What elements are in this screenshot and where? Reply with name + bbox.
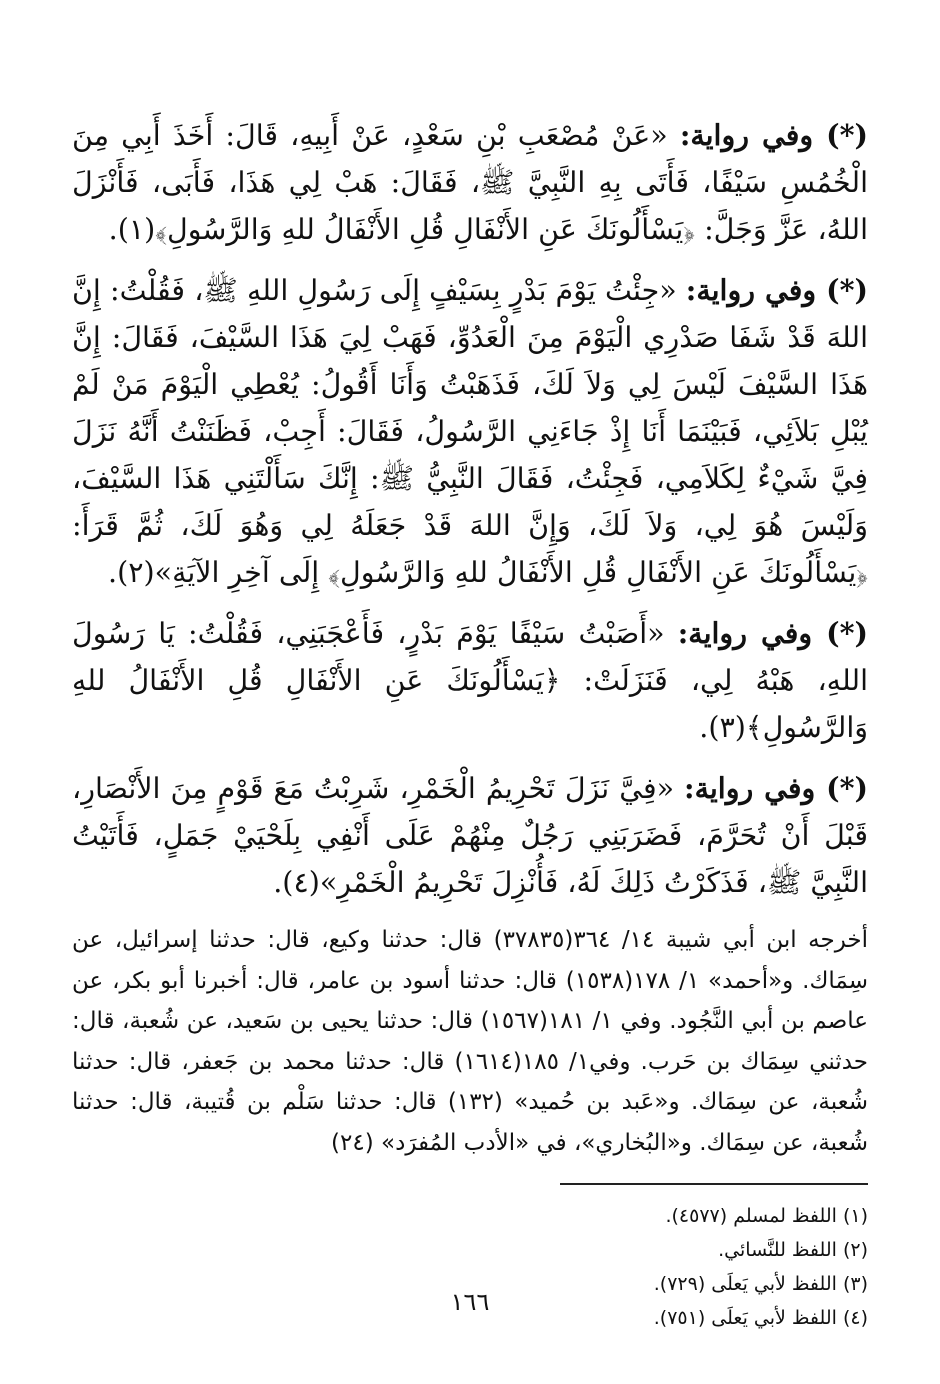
footnote-item: (٤) اللفظ لأبي يَعلَى (٧٥١). — [653, 1307, 868, 1329]
narration-paragraph — [72, 112, 868, 253]
takhrij-paragraph: أخرجه ابن أبي شيبة ١٤/ ٣٦٤(٣٧٨٣٥) قال: حدثنا وكيع، قال: حدثنا إسرائيل، عن سِمَاك. و«أحمد» ١/ ١٧٨(١٥٣٨) قال: حدثنا أسود بن عامر، قال: أخبرنا أبو بكر، عن عاصم بن أبي النَّجُود. وفي ١/ ١٨١(١٥٦٧) قال: حدثنا يحيى بن سَعيد، عن شُعبة، قال: حدثني سِمَاك بن حَرب. وفي١/ ١٨٥(١٦١٤) قال: حدثنا محمد بن جَعفر، قال: حدثنا شُعبة، عن سِمَاك. و«عَبد بن حُميد» (١٣٢) قال: حدثنا سَلْم بن قُتيبة، قال: حدثنا شُعبة، عن سِمَاك. و«البُخاري»، في «الأدب المُفرَد» (٢٤) — [72, 927, 869, 1156]
narration-paragraph — [72, 765, 868, 906]
page-number: ١٦٦ — [450, 1288, 490, 1316]
narration-paragraph — [72, 610, 868, 751]
narration-text: «جِئْتُ يَوْمَ بَدْرٍ بِسَيْفٍ إِلَى رَسُولِ اللهِ ﷺ، فَقُلْتُ: إِنَّ اللهَ قَدْ شَفَا صَدْرِي الْيَوْمَ مِنَ الْعَدُوِّ، فَهَبْ لِيَ هَذَا السَّيْفَ، فَقَالَ: إِنَّ هَذَا السَّيْفَ لَيْسَ لِي وَلاَ لَكَ، فَذَهَبْتُ وَأَنَا أَقُولُ: يُعْطِي الْيَوْمَ مَنْ لَمْ يُبْلِ بَلاَئِي، فَبَيْنَمَا أَنَا إِذْ جَاءَنِي الرَّسُولُ، فَقَالَ: أَجِبْ، فَظَنَنْتُ أَنَّهُ نَزَلَ فِيَّ شَيْءٌ لِكَلاَمِي، فَجِئْتُ، فَقَالَ النَّبِيُّ ﷺ: إِنَّكَ سَأَلْتَنِي هَذَا السَّيْفَ، وَلَيْسَ هُوَ لِي، وَلاَ لَكَ، وَإِنَّ اللهَ قَدْ جَعَلَهُ لِي وَهُوَ لَكَ، ثُمَّ قَرَأَ: ﴿يَسْأَلُونَكَ عَنِ الأَنْفَالِ قُلِ الأَنْفَالُ للهِ وَالرَّسُولِ﴾ إِلَى آخِرِ الآيَةِ»(٢). — [72, 274, 868, 589]
narration-text: «فِيَّ نَزَلَ تَحْرِيمُ الْخَمْرِ، شَرِبْتُ مَعَ قَوْمٍ مِنَ الأَنْصَارِ، قَبْلَ أَنْ تُحَرَّمَ، فَضَرَبَنِي رَجُلٌ مِنْهُمْ عَلَى أَنْفِي بِلَحْيَيْ جَمَلٍ، فَأَتَيْتُ النَّبِيَّ ﷺ، فَذَكَرْتُ ذَلِكَ لَهُ، فَأُنْزِلَ تَحْرِيمُ الْخَمْرِ»(٤). — [72, 772, 868, 899]
narration-lead: (*) وفي رواية: — [685, 273, 869, 307]
narration-lead: (*) وفي رواية: — [677, 616, 869, 650]
narration-text: «عَنْ مُصْعَبِ بْنِ سَعْدٍ، عَنْ أَبِيهِ، قَالَ: أَخَذَ أَبِي مِنَ الْخُمُسِ سَيْفًا، فَأَتَى بِهِ النَّبِيَّ ﷺ، فَقَالَ: هَبْ لِي هَذَا، فَأَبَى، فَأَنْزَلَ اللهُ، عَزَّ وَجَلَّ: ﴿يَسْأَلُونَكَ عَنِ الأَنْفَالِ قُلِ الأَنْفَالُ للهِ وَالرَّسُولِ﴾(١). — [72, 119, 868, 246]
footnote-item: (١) اللفظ لمسلم (٤٥٧٧). — [665, 1205, 868, 1227]
footnote-divider — [560, 1183, 868, 1185]
narration-lead: (*) وفي رواية: — [679, 118, 868, 152]
narration-paragraph — [72, 267, 868, 596]
footnote-item: (٢) اللفظ للنَّسائي. — [718, 1239, 868, 1261]
footnote-item: (٣) اللفظ لأبي يَعلَى (٧٢٩). — [653, 1273, 868, 1295]
narration-lead: (*) وفي رواية: — [684, 771, 868, 805]
narration-text: «أَصَبْتُ سَيْفًا يَوْمَ بَدْرٍ، فَأَعْجَبَنِي، فَقُلْتُ: يَا رَسُولَ اللهِ، هَبْهُ لِي، فَنَزَلَتْ: ﴿يَسْأَلُونَكَ عَنِ الأَنْفَالِ قُلِ الأَنْفَالُ للهِ وَالرَّسُولِ﴾(٣). — [72, 617, 868, 744]
